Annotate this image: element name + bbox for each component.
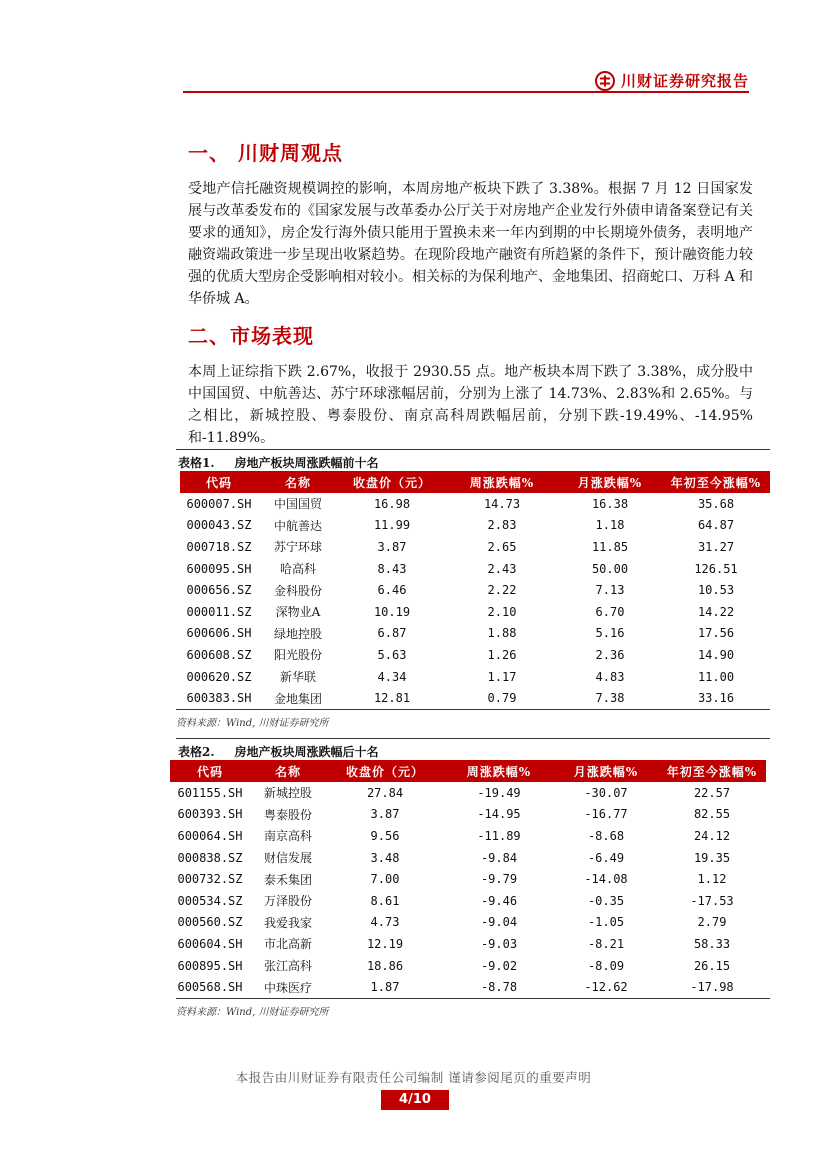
table-cell: 19.35 xyxy=(693,850,731,865)
table-cell: 14.22 xyxy=(697,604,735,619)
table-row xyxy=(180,601,770,623)
table-cell: 600895.SH xyxy=(177,958,243,973)
table-cell: 7.38 xyxy=(595,691,625,706)
section-title-weekly-view: 一、 川财周观点 xyxy=(188,141,343,165)
table-cell: 3.48 xyxy=(370,850,400,865)
table-cell: -6.49 xyxy=(587,850,625,865)
table-cell: 600095.SH xyxy=(186,561,252,576)
table-cell: 5.63 xyxy=(377,647,407,662)
table-cell: 3.87 xyxy=(377,539,407,554)
column-header: 年初至今涨幅% xyxy=(662,471,770,493)
table-source: 资料来源：Wind, 川财证券研究所 xyxy=(176,717,329,729)
table-cell: 58.33 xyxy=(693,936,731,951)
table-cell: 2.36 xyxy=(595,647,625,662)
table-row xyxy=(180,666,770,688)
column-header: 月涨跌幅% xyxy=(558,471,662,493)
table-cell: 2.79 xyxy=(697,915,727,930)
column-header: 名称 xyxy=(258,471,338,493)
table-cell: -17.98 xyxy=(690,980,734,995)
table-cell: 深物业A xyxy=(275,605,321,620)
table-cell: 600064.SH xyxy=(177,828,243,843)
table-cell: 9.56 xyxy=(370,828,400,843)
table-row xyxy=(170,912,766,934)
table-cell: 126.51 xyxy=(694,561,738,576)
table-cell: -0.35 xyxy=(587,893,625,908)
table-cell: 财信发展 xyxy=(263,851,312,866)
table-cell: 600568.SH xyxy=(177,980,243,995)
table-cell: 1.18 xyxy=(595,518,625,533)
table-cell: 16.38 xyxy=(591,496,629,511)
bottom-ten-table xyxy=(170,760,766,998)
header-divider xyxy=(183,91,749,93)
table-cell: 8.61 xyxy=(370,893,400,908)
table-cell: 5.16 xyxy=(595,626,625,641)
table-row xyxy=(180,515,770,537)
table-cell: 27.84 xyxy=(366,785,404,800)
table-cell: 3.87 xyxy=(370,807,400,822)
table-cell: 新华联 xyxy=(279,670,316,685)
table-cell: 600608.SZ xyxy=(186,647,252,662)
table-cell: -30.07 xyxy=(584,785,628,800)
table-cell: 10.19 xyxy=(373,604,411,619)
table-label: 表格1. xyxy=(178,456,215,470)
table-source: 资料来源：Wind, 川财证券研究所 xyxy=(176,1006,329,1018)
table-cell: -8.21 xyxy=(587,936,625,951)
table-cell: 阳光股份 xyxy=(273,648,322,663)
column-header: 月涨跌幅% xyxy=(554,760,658,782)
column-header: 周涨跌幅% xyxy=(444,760,554,782)
table-cell: 0.79 xyxy=(487,691,517,706)
table-cell: 11.85 xyxy=(591,539,629,554)
table-cell: -9.79 xyxy=(480,872,518,887)
table-frame xyxy=(176,760,770,999)
table-cell: 1.26 xyxy=(487,647,517,662)
table-cell: 绿地控股 xyxy=(273,626,322,641)
table-cell: 中珠医疗 xyxy=(263,980,312,995)
table-cell: 南京高科 xyxy=(263,829,312,844)
table-cell: 33.16 xyxy=(697,691,735,706)
table-cell: 金地集团 xyxy=(273,691,322,706)
table-cell: 000011.SZ xyxy=(186,604,252,619)
table-cell: 82.55 xyxy=(693,807,731,822)
table-cell: 1.12 xyxy=(697,872,727,887)
table-cell: 7.00 xyxy=(370,872,400,887)
report-header-brand xyxy=(595,70,749,91)
table-cell: 000534.SZ xyxy=(177,893,243,908)
table-row xyxy=(170,825,766,847)
table-cell: 6.87 xyxy=(377,626,407,641)
table-caption xyxy=(176,738,770,760)
table-cell: 1.87 xyxy=(370,980,400,995)
table-cell: 张江高科 xyxy=(263,959,312,974)
section-title-market-performance: 二、市场表现 xyxy=(188,324,314,348)
table-cell: 50.00 xyxy=(591,561,629,576)
market-performance-paragraph: 本周上证综指下跌 2.67%，收报于 2930.55 点。地产板块本周下跌了 3.38%，成分股中中国国贸、中航善达、苏宁环球涨幅居前，分别为上涨了 14.73%、2.83%和 2.65%。与之相比，新城控股、粤泰股份、南京高科周跌幅居前，分别下跌-19.49%、-14.95%和-11.89%。 xyxy=(188,364,753,446)
table-cell: 2.65 xyxy=(487,539,517,554)
column-header: 代码 xyxy=(170,760,250,782)
table-cell: 000043.SZ xyxy=(186,518,252,533)
page-number: 4/10 xyxy=(381,1090,449,1110)
table-row xyxy=(170,955,766,977)
top-ten-table xyxy=(180,471,770,709)
table-cell: 泰禾集团 xyxy=(263,872,312,887)
table-title: 房地产板块周涨跌幅前十名 xyxy=(234,456,379,470)
table-cell: 000838.SZ xyxy=(177,850,243,865)
table-cell: 金科股份 xyxy=(273,583,322,598)
table-cell: 16.98 xyxy=(373,496,411,511)
column-header: 收盘价（元） xyxy=(338,471,446,493)
table-cell: 万泽股份 xyxy=(263,894,312,909)
table-cell: -9.03 xyxy=(480,936,518,951)
table-cell: 10.53 xyxy=(697,583,735,598)
top-ten-table-block xyxy=(176,449,770,729)
table-cell: 000620.SZ xyxy=(186,669,252,684)
table-cell: -1.05 xyxy=(587,915,625,930)
table-cell: 4.73 xyxy=(370,915,400,930)
table-cell: 64.87 xyxy=(697,518,735,533)
table-row xyxy=(180,687,770,709)
table-cell: 18.86 xyxy=(366,958,404,973)
table-cell: 粤泰股份 xyxy=(263,807,312,822)
table-cell: 17.56 xyxy=(697,626,735,641)
table-cell: 000560.SZ xyxy=(177,915,243,930)
table-row xyxy=(170,782,766,804)
table-row xyxy=(170,847,766,869)
column-header: 周涨跌幅% xyxy=(446,471,558,493)
table-cell: 12.19 xyxy=(366,936,404,951)
table-cell: 苏宁环球 xyxy=(273,540,322,555)
table-cell: -8.09 xyxy=(587,958,625,973)
table-cell: 2.22 xyxy=(487,583,517,598)
table-frame xyxy=(176,471,770,710)
table-cell: 600007.SH xyxy=(186,496,252,511)
table-cell: 6.46 xyxy=(377,583,407,598)
table-cell: 600604.SH xyxy=(177,936,243,951)
table-row xyxy=(170,890,766,912)
table-cell: 8.43 xyxy=(377,561,407,576)
table-cell: 我爱我家 xyxy=(263,915,312,930)
table-row xyxy=(170,804,766,826)
table-row xyxy=(180,644,770,666)
table-cell: 22.57 xyxy=(693,785,731,800)
table-cell: 新城控股 xyxy=(263,786,312,801)
table-cell: -8.78 xyxy=(480,980,518,995)
table-cell: 31.27 xyxy=(697,539,735,554)
table-cell: -11.89 xyxy=(477,828,521,843)
table-cell: 000732.SZ xyxy=(177,872,243,887)
table-cell: 35.68 xyxy=(697,496,735,511)
table-cell: 11.99 xyxy=(373,518,411,533)
table-cell: -14.08 xyxy=(584,872,628,887)
table-cell: -14.95 xyxy=(477,807,521,822)
table-row xyxy=(180,579,770,601)
table-header-row xyxy=(180,471,770,493)
bottom-ten-table-block xyxy=(176,738,770,1018)
table-row xyxy=(170,976,766,998)
table-cell: 2.83 xyxy=(487,518,517,533)
column-header: 收盘价（元） xyxy=(326,760,444,782)
table-cell: 601155.SH xyxy=(177,785,243,800)
column-header: 年初至今涨幅% xyxy=(658,760,766,782)
table-cell: 14.90 xyxy=(697,647,735,662)
table-cell: 24.12 xyxy=(693,828,731,843)
weekly-view-paragraph: 受地产信托融资规模调控的影响，本周房地产板块下跌了 3.38%。根据 7 月 12 日国家发展与改革委发布的《国家发展与改革委办公厅关于对房地产企业发行外债申请备案登记有关要求的通知》，房企发行海外债只能用于置换未来一年内到期的中长期境外债务，表明地产融资端政策进一步呈现出收紧趋势。在现阶段地产融资有所趋紧的条件下，预计融资能力较强的优质大型房企受影响相对较小。相关标的为保利地产、金地集团、招商蛇口、万科 A 和华侨城 A。 xyxy=(188,181,754,307)
table-row xyxy=(180,558,770,580)
table-cell: 1.88 xyxy=(487,626,517,641)
table-cell: 哈高科 xyxy=(279,562,316,577)
table-row xyxy=(170,933,766,955)
table-cell: 1.17 xyxy=(487,669,517,684)
table-cell: -19.49 xyxy=(477,785,521,800)
column-header: 代码 xyxy=(180,471,258,493)
table-cell: 600383.SH xyxy=(186,691,252,706)
brand-name: 川财证券研究报告 xyxy=(620,72,749,90)
table-cell: 中国国贸 xyxy=(273,497,322,512)
table-cell: -8.68 xyxy=(587,828,625,843)
table-cell: 6.70 xyxy=(595,604,625,619)
table-cell: 26.15 xyxy=(693,958,731,973)
table-cell: -9.04 xyxy=(480,915,518,930)
table-cell: -17.53 xyxy=(690,893,734,908)
table-cell: -9.46 xyxy=(480,893,518,908)
table-cell: 4.83 xyxy=(595,669,625,684)
brand-logo-icon xyxy=(595,71,615,91)
table-cell: 600606.SH xyxy=(186,626,252,641)
table-cell: 市北高新 xyxy=(263,937,312,952)
table-cell: -16.77 xyxy=(584,807,628,822)
table-cell: -9.02 xyxy=(480,958,518,973)
table-cell: 600393.SH xyxy=(177,807,243,822)
table-header-row xyxy=(170,760,766,782)
table-cell: 11.00 xyxy=(697,669,735,684)
table-cell: 000718.SZ xyxy=(186,539,252,554)
table-cell: 000656.SZ xyxy=(186,583,252,598)
table-row xyxy=(180,536,770,558)
table-cell: 中航善达 xyxy=(273,518,322,533)
table-row xyxy=(180,623,770,645)
table-cell: 2.10 xyxy=(487,604,517,619)
table-cell: 2.43 xyxy=(487,561,517,576)
table-cell: 4.34 xyxy=(377,669,407,684)
table-caption xyxy=(176,449,770,471)
table-cell: -9.84 xyxy=(480,850,518,865)
table-cell: 7.13 xyxy=(595,583,625,598)
column-header: 名称 xyxy=(250,760,326,782)
table-cell: 12.81 xyxy=(373,691,411,706)
table-cell: 14.73 xyxy=(483,496,521,511)
footer-disclaimer: 本报告由川财证券有限责任公司编制 谨请参阅尾页的重要声明 xyxy=(235,1070,592,1085)
table-title: 房地产板块周涨跌幅后十名 xyxy=(234,745,379,759)
table-label: 表格2. xyxy=(178,745,215,759)
table-row xyxy=(170,868,766,890)
table-cell: -12.62 xyxy=(584,980,628,995)
table-row xyxy=(180,493,770,515)
